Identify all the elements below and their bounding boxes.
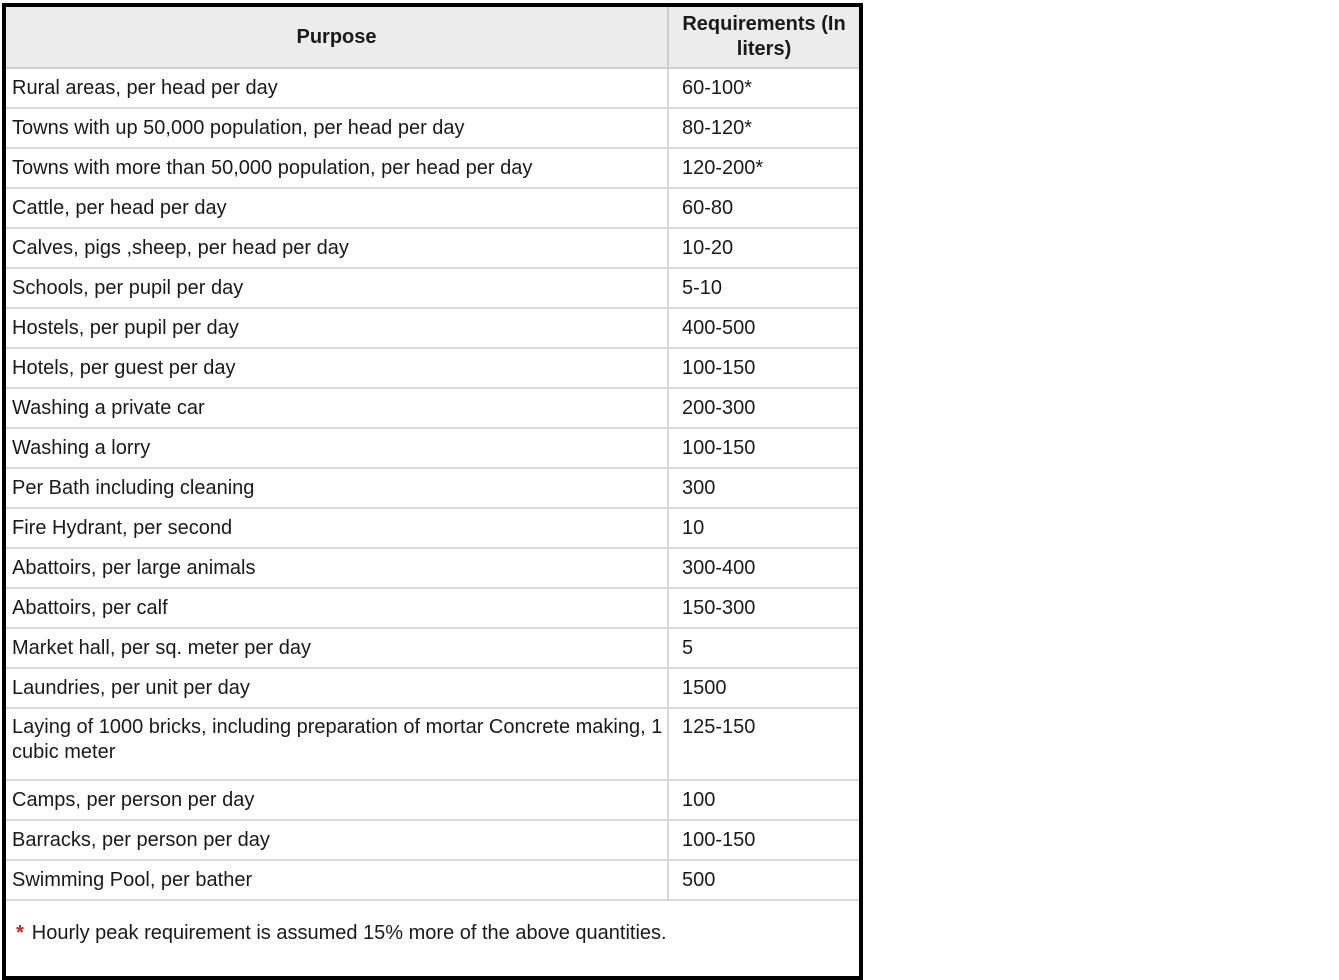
table-row [6, 108, 859, 148]
table-row [6, 628, 859, 668]
purpose-cell: Barracks, per person per day [6, 820, 668, 860]
requirement-column-header: Requirements (In liters) [668, 7, 859, 68]
purpose-cell: Schools, per pupil per day [6, 268, 668, 308]
purpose-cell: Abattoirs, per calf [6, 588, 668, 628]
purpose-cell: Per Bath including cleaning [6, 468, 668, 508]
table-row [6, 148, 859, 188]
footnote-marker: * [16, 922, 24, 944]
purpose-cell: Towns with more than 50,000 population, per head per day [6, 148, 668, 188]
requirement-cell: 1500 [668, 668, 859, 708]
footnote [6, 895, 859, 973]
requirement-cell: 100-150 [668, 820, 859, 860]
requirement-cell: 10 [668, 508, 859, 548]
requirement-cell: 60-80 [668, 188, 859, 228]
table-row [6, 780, 859, 820]
purpose-column-header: Purpose [6, 7, 668, 68]
requirement-cell: 125-150 [668, 708, 859, 780]
purpose-cell: Laundries, per unit per day [6, 668, 668, 708]
water-requirements-table-frame [2, 3, 863, 980]
table-row [6, 508, 859, 548]
table-row [6, 668, 859, 708]
requirement-cell: 120-200* [668, 148, 859, 188]
purpose-cell: Fire Hydrant, per second [6, 508, 668, 548]
table-row [6, 228, 859, 268]
table-row [6, 548, 859, 588]
purpose-cell: Camps, per person per day [6, 780, 668, 820]
requirement-cell: 100-150 [668, 348, 859, 388]
table-row [6, 188, 859, 228]
requirement-cell: 300 [668, 468, 859, 508]
requirement-cell: 5-10 [668, 268, 859, 308]
table-header-row [6, 7, 859, 68]
purpose-cell: Cattle, per head per day [6, 188, 668, 228]
table-row [6, 308, 859, 348]
table-row [6, 468, 859, 508]
requirement-cell: 500 [668, 860, 859, 900]
purpose-cell: Hotels, per guest per day [6, 348, 668, 388]
requirement-cell: 400-500 [668, 308, 859, 348]
purpose-cell: Calves, pigs ,sheep, per head per day [6, 228, 668, 268]
requirement-cell: 200-300 [668, 388, 859, 428]
table-row [6, 388, 859, 428]
requirement-cell: 5 [668, 628, 859, 668]
purpose-cell: Abattoirs, per large animals [6, 548, 668, 588]
table-row [6, 820, 859, 860]
purpose-cell: Laying of 1000 bricks, including preparation of mortar Concrete making, 1 cubic meter [6, 708, 668, 780]
requirement-cell: 60-100* [668, 68, 859, 108]
requirement-cell: 100 [668, 780, 859, 820]
table-row [6, 708, 859, 780]
purpose-cell: Rural areas, per head per day [6, 68, 668, 108]
purpose-cell: Towns with up 50,000 population, per head per day [6, 108, 668, 148]
table-body [6, 68, 859, 900]
footnote-text: Hourly peak requirement is assumed 15% more of the above quantities. [31, 922, 667, 944]
purpose-cell: Swimming Pool, per bather [6, 860, 668, 900]
requirement-cell: 300-400 [668, 548, 859, 588]
purpose-cell: Washing a private car [6, 388, 668, 428]
requirement-cell: 150-300 [668, 588, 859, 628]
purpose-cell: Hostels, per pupil per day [6, 308, 668, 348]
table-row [6, 860, 859, 900]
requirement-cell: 80-120* [668, 108, 859, 148]
purpose-cell: Washing a lorry [6, 428, 668, 468]
table-row [6, 588, 859, 628]
table-row [6, 428, 859, 468]
requirement-cell: 10-20 [668, 228, 859, 268]
water-requirements-table [6, 7, 859, 901]
requirement-cell: 100-150 [668, 428, 859, 468]
table-row [6, 268, 859, 308]
table-row [6, 348, 859, 388]
purpose-cell: Market hall, per sq. meter per day [6, 628, 668, 668]
table-row [6, 68, 859, 108]
